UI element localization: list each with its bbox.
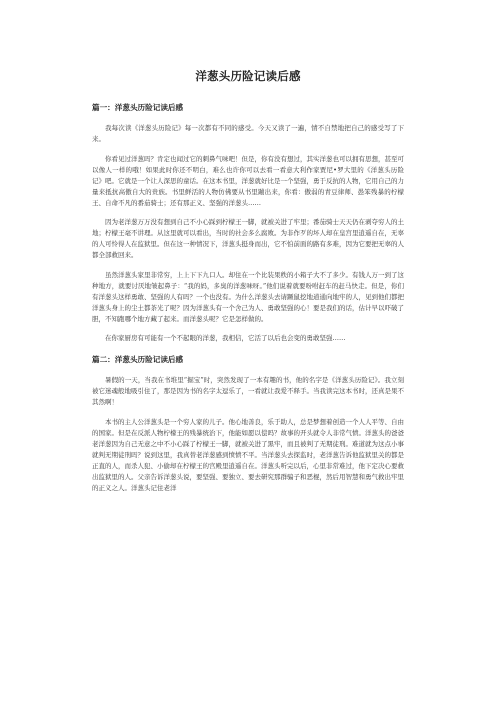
paragraph: 暑假的一天，当我在书堆里“掘宝”时，突然发现了一本有趣的书，他的名字是《洋葱头历险记》。我立刻被它迷魂般地吸引住了，那是因为书的名字太逗乐了，一看就让我爱不释手。当我读完这本书时，还真是果不其然啊！ xyxy=(92,376,404,406)
section-heading: 篇二：洋葱头历险记读后感 xyxy=(92,355,184,364)
paragraph: 在你家厨房有可能有一个不起眼的洋葱，我相信，它活了以后也会变的勇敢坚强…… xyxy=(105,334,346,342)
paragraph: 你看见过洋葱吗？肯定也闻过它的刺鼻气味吧！但是，你有没有想过，其实洋葱也可以拥有思想，甚至可以像人一样的哦！如果此时你还不明白，难么也许你可以去看一看意大利作家贾尼•罗大里的《洋葱头历险记》吧。它就是一个让人深思的童话。在这本书里，洋葱就好比是一个坚强，勇于反抗的人物，它用自己的力量来抵抗高傲自大的贵族。书里鲜活的人物仿佛要从书里蹦出来，你看：傲弱的青豆律师、愚笨残暴的柠檬王、自命不凡的番茄骑士；还有那正义、坚强的洋葱头…… xyxy=(92,154,404,207)
paragraph: 虽然洋葱头家里非常穷，上上下下九口人。却住在一个比装果秩的小箱子大不了多少。有钱人万一到了这种地方，就要讨厌地皱起鼻子：“我的妈，多臭的洋葱味呀。”他们说着就要吩咐赶车的赶马快走。但是，你们有洋葱头这样勇敢、坚强的人有吗？一个也没有。为什么洋葱头去请蹶鼠挖地道通向地牢的人，见到他们都把洋葱头身上的尘土都茶光了呢？因为洋葱头有一个舍己为人、勇敢坚强的心！要是我们的话，估计早以吓破了胆，不知跑哪个地方藏了起来。而洋葱头呢？它是怎样做的。 xyxy=(92,270,404,323)
document-title: 洋葱头历险记读后感 xyxy=(195,69,301,83)
section-2 xyxy=(92,354,404,494)
paragraph: 本书的主人公洋葱头是一个穷人家的儿子。他心地善良，乐于助人，总是梦想着创造一个人人平等、自由的国家。但是在反派人物柠檬王的残暴统治下，他能如愿以偿吗？故事的开头就令人非常气愤。洋葱头的爸爸老洋葱因为自己无意之中不小心踩了柠檬王一脚，就被关进了黑牢，而且被判了无期徒刑。难道就为这点小事就判无期徒刑吗？说到这里，我真替老洋葱感到愤愤不平。当洋葱头去探监时，老洋葱告诉他监狱里关的都是正直的人，而杀人犯、小偷却在柠檬王的宫殿里逍遥自在。洋葱头听完以后，心里非常难过，他下定决心要救出监狱里的人。父亲告诉洋葱头说，要坚强、要独立、要去研究那群骗子和恶棍，然后用智慧和勇气救出牢里的正义之人。洋葱头记住老洋 xyxy=(92,417,404,492)
paragraph: 我每次读《洋葱头历险记》每一次都有不同的感受。今天又读了一遍，情不自禁地把自己的感受写了下来。 xyxy=(92,124,404,143)
section-heading: 篇一：洋葱头历险记读后感 xyxy=(92,103,184,112)
paragraph: 因为老洋葱万万没有想到自己不小心踩到柠檬王一脚，就被关进了牢里；番茄骑士天天仍在剥夺穷人的土地；柠檬王毫不讲理。从这里就可以看出，当时的社会多么腐败。为非作歹的坏人却在皇宫里逍遥自在，无辜的人可怜得人在监狱里。但在这一种情况下，洋葱头挺身而出，它不怕前面的路有多难，因为它要把无辜的人都全部救回来。 xyxy=(92,218,404,259)
section-1 xyxy=(92,102,404,344)
